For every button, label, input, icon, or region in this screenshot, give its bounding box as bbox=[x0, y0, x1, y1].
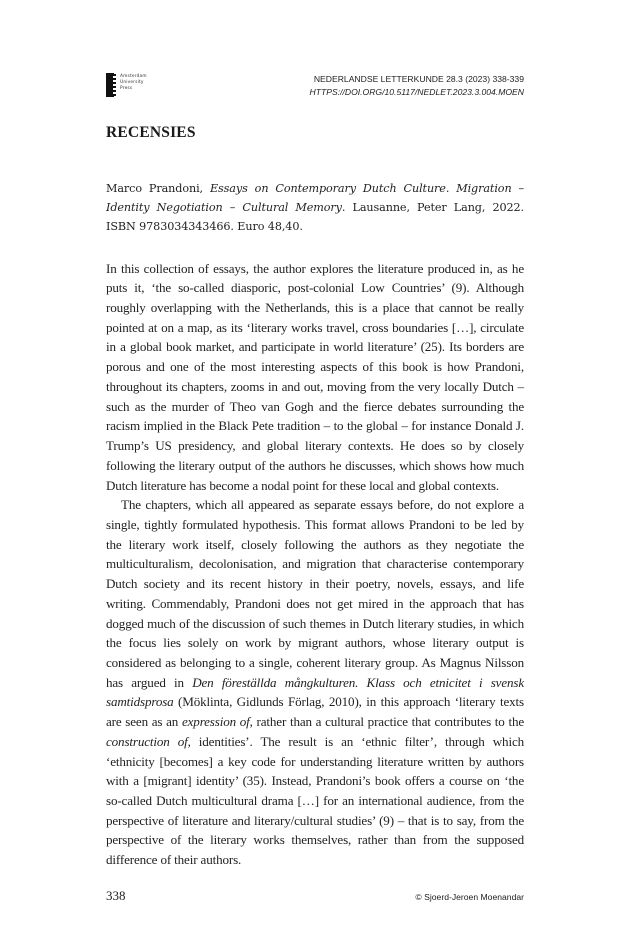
publisher-logo bbox=[106, 73, 147, 97]
paragraph-1: In this collection of essays, the author explores the literature produced in, as he puts it, ‘the so-called diasporic, post-colonial Low Countries’ (9). Although roughly overlapping with the Netherlands, this is a place that cannot be really pointed at on a map, as its ‘literary works travel, cross boundaries […], circulate in a global book market, and participate in world literature’ (25). Its borders are porous and one of the most interesting aspects of this book is how Prandoni, throughout its chapters, zooms in and out, moving from the very locally Dutch – such as the murder of Theo van Gogh and the fierce debates surrounding the racism implied in the Black Pete tradition – to the global – for instance Donald J. Trump’s US presidency, and global literary contexts. He does so by closely following the literary output of the authors he discusses, which shows how much Dutch literature has become a nodal point for these local and global contexts. bbox=[106, 260, 524, 493]
paragraph-2-text: , identities’. The result is an ‘ethnic filter’, through which ‘ethnicity [becomes] a key code for understanding literature written by authors with a [migrant] identity’ (35). Instead, Prandoni’s book offers a course on ‘the so-called Dutch multicultural drama […] for an international audience, from the perspective of literature and literary/cultural studies’ (9) – that is to say, from the perspective of the literary works themselves, rather than from the supposed difference of their authors. bbox=[106, 733, 524, 868]
review-body bbox=[106, 259, 524, 870]
masthead bbox=[106, 73, 524, 99]
citation-publication: . Lausanne, Peter Lang, 2022. ISBN 9783034343466. Euro 48,40. bbox=[106, 201, 525, 234]
paragraph-2-text: , rather than a cultural practice that contributes to the bbox=[249, 714, 525, 730]
section-title: RECENSIES bbox=[106, 124, 196, 141]
paragraph-2-text: (Möklinta, Gidlunds Förlag, 2010), in this approach ‘literary texts are seen as an bbox=[106, 694, 524, 730]
page-number: 338 bbox=[106, 887, 126, 903]
emphasis: expression of bbox=[181, 714, 250, 730]
emphasis: construction of bbox=[106, 733, 188, 749]
cited-work-title: Den föreställda mångkulturen. Klass och etnicitet i svensk samtidsprosa bbox=[106, 674, 524, 710]
book-citation bbox=[106, 179, 524, 237]
journal-citation: NEDERLANDSE LETTERKUNDE 28.3 (2023) 338-339 bbox=[313, 74, 524, 84]
paragraph-2-text: The chapters, which all appeared as separate essays before, do not explore a single, tightly formulated hypothesis. This format allows Prandoni to be led by the literary work itself, closely following the authors as they negotiate the multiculturalism, decolonisation, and migration that characterise contemporary Dutch society and its recent history in their poetry, novels, essays, and life writing. Commendably, Prandoni does not get mired in the approach that has dogged much of the discussion of such themes in Dutch literary studies, in which the focus lies solely on work by migrant authors, whose literary output is considered as belonging to a single, coherent literary group. As Magnus Nilsson has argued in bbox=[106, 497, 524, 690]
amsterdam-university-press-logo-icon bbox=[106, 73, 114, 97]
copyright-notice: © Sjoerd-Jeroen Moenandar bbox=[415, 891, 524, 902]
publisher-name bbox=[120, 74, 147, 93]
page-footer bbox=[106, 888, 524, 904]
journal-header bbox=[310, 73, 524, 99]
citation-book-title: Essays on Contemporary Dutch Culture. Migration – Identity Negotiation – Cultural Memory bbox=[106, 182, 524, 215]
publisher-name-line: Amsterdam bbox=[120, 74, 147, 79]
page bbox=[106, 0, 524, 934]
paragraph-2 bbox=[106, 495, 524, 870]
publisher-name-line: Press bbox=[120, 86, 133, 92]
citation-author: Marco Prandoni, bbox=[106, 182, 210, 195]
doi-link[interactable]: HTTPS://DOI.ORG/10.5117/NEDLET.2023.3.004.MOEN bbox=[309, 87, 524, 97]
publisher-name-line: University bbox=[120, 80, 144, 86]
